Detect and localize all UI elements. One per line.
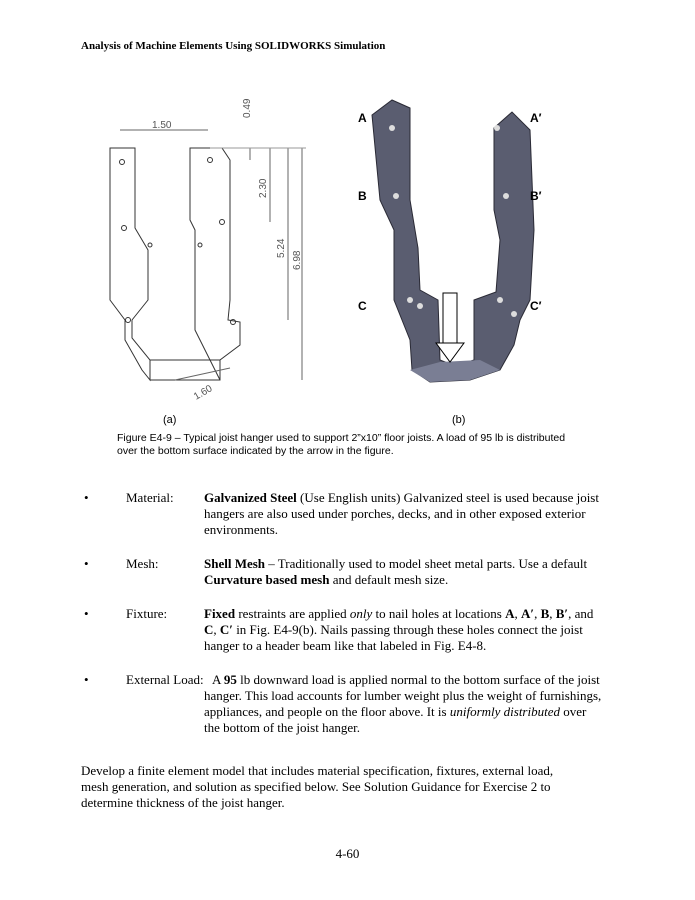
loc-b: B xyxy=(540,606,550,621)
desc-text: and default mesh size. xyxy=(329,572,449,587)
page-number: 4-60 xyxy=(335,846,360,861)
joist-hanger-drawings xyxy=(0,0,695,420)
dim-6-98: 6.98 xyxy=(292,250,303,270)
loc-c: C xyxy=(204,622,214,637)
loc-b-prime: B′ xyxy=(555,606,569,621)
term-label: Fixture: xyxy=(126,606,168,621)
bold-term: Fixed xyxy=(204,606,236,621)
point-b-prime: B′ xyxy=(530,189,542,203)
point-c: C xyxy=(358,299,367,313)
instruction-paragraph: Develop a finite element model that includes material specification, fixtures, external load, mesh generation, and solution as specified below. See Solution Guidance for Exercise 2 to determine thickness of the joist hanger. xyxy=(81,763,554,810)
point-c-prime: C′ xyxy=(530,299,542,313)
dim-1-60: 1.60 xyxy=(192,383,215,403)
italic-text: uniformly distributed xyxy=(449,704,560,719)
list-item-external-load xyxy=(84,672,604,736)
bullet-icon: • xyxy=(84,556,89,571)
desc-text: to nail holes at locations xyxy=(372,606,506,621)
list-item-fixture: • Fixture: Fixed restraints are applied only to nail holes at locations A, A′, B, B′, and C, C′ in Fig. E4-9(b). Nails passing through these holes connect the joist hanger to a header beam like that labeled in Fig. E4-8. xyxy=(84,606,594,653)
desc-text: (Use English units) Galvanized steel is used because joist hangers are also used under porches, decks, and in other exposed exterior environments. xyxy=(204,490,599,537)
dim-1-50: 1.50 xyxy=(152,120,172,131)
bold-term: 95 xyxy=(223,672,237,687)
term-label: Material: xyxy=(126,490,174,505)
term-label: Mesh: xyxy=(126,556,159,571)
dim-2-30: 2.30 xyxy=(258,178,269,198)
desc-text: A xyxy=(212,672,224,687)
loc-a: A xyxy=(505,606,515,621)
desc-text: in Fig. E4-9(b). Nails passing through these holes connect the joist hanger to a header beam like that labeled in Fig. E4-8. xyxy=(204,622,583,653)
desc-text: lb downward load is applied normal to the bottom surface of the joist hanger. This load accounts for lumber weight plus the weight of furnishings, appliances, and people on the floor above. It is xyxy=(204,672,602,719)
point-b: B xyxy=(358,189,367,203)
desc-text: – Traditionally used to model sheet metal parts. Use a default xyxy=(265,556,588,571)
list-item-mesh xyxy=(84,556,604,588)
term-label: External Load: xyxy=(126,672,204,687)
desc-text: over the bottom of the joist hanger. xyxy=(204,704,587,735)
loc-c-prime: C′ xyxy=(219,622,233,637)
bullet-icon: • xyxy=(84,490,89,505)
label-a: (a) xyxy=(163,414,177,426)
desc-text: restraints are applied xyxy=(235,606,350,621)
dim-0-49: 0.49 xyxy=(242,98,253,118)
label-b: (b) xyxy=(452,414,466,426)
point-a: A xyxy=(358,111,367,125)
dim-5-24: 5.24 xyxy=(276,238,287,258)
list-item-material xyxy=(84,490,604,538)
bullet-icon: • xyxy=(84,606,89,621)
bold-term: Galvanized Steel xyxy=(204,490,297,505)
bold-term: Shell Mesh xyxy=(204,556,266,571)
point-a-prime: A′ xyxy=(530,111,542,125)
bullet-icon: • xyxy=(84,672,89,687)
figure-e4-9 xyxy=(0,0,695,426)
page-header: Analysis of Machine Elements Using SOLIDWORKS Simulation xyxy=(81,40,386,52)
bullet-list xyxy=(84,490,604,754)
figure-caption: Figure E4-9 – Typical joist hanger used to support 2”x10” floor joists. A load of 95 lb is distributed over the bottom surface indicated by the arrow in the figure. xyxy=(117,432,566,457)
italic-text: only xyxy=(349,606,373,621)
bold-term: Curvature based mesh xyxy=(204,572,330,587)
loc-a-prime: A′ xyxy=(521,606,535,621)
